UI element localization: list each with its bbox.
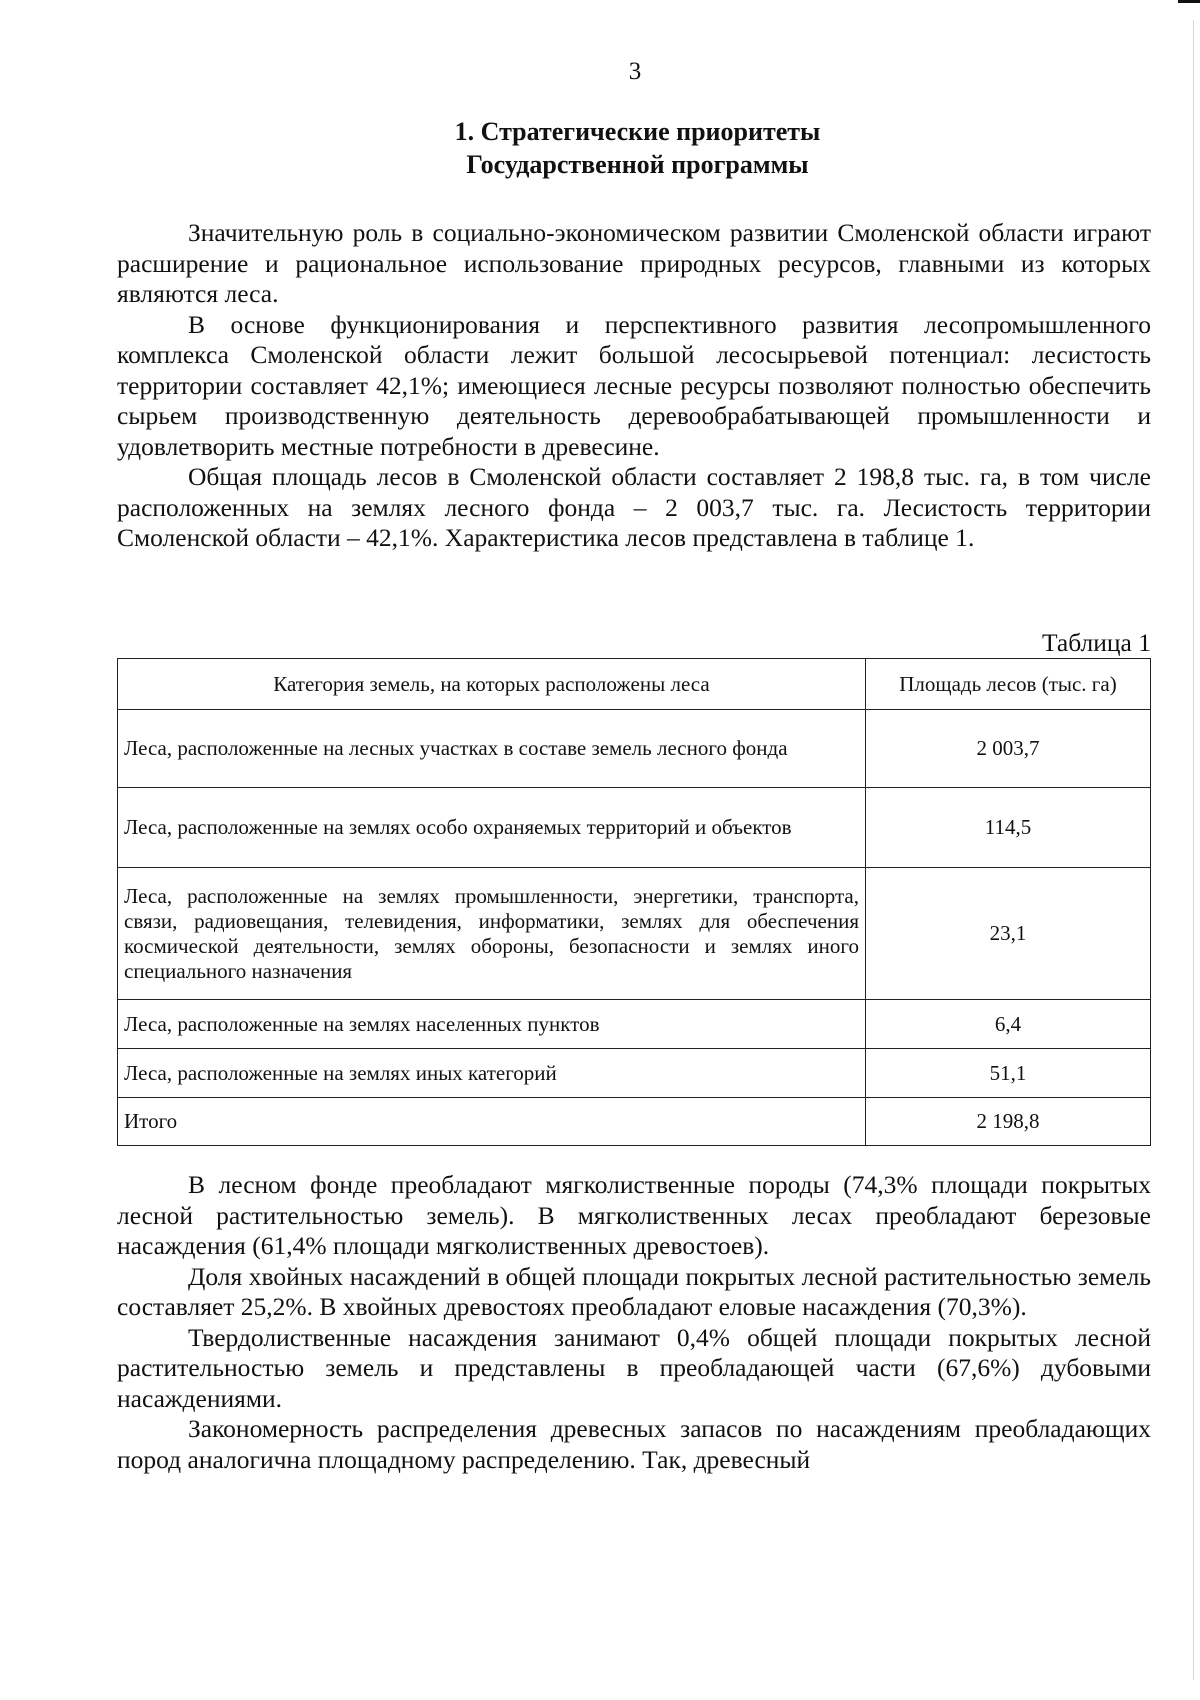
category-cell: Леса, расположенные на землях населенных пунктов — [118, 1000, 866, 1049]
category-cell: Итого — [118, 1098, 866, 1146]
table-row — [118, 868, 1151, 1000]
outro-text — [117, 1170, 1151, 1475]
area-cell: 23,1 — [866, 868, 1151, 1000]
category-cell: Леса, расположенные на лесных участках в составе земель лесного фонда — [118, 710, 866, 788]
intro-text — [117, 218, 1151, 554]
category-cell: Леса, расположенные на землях промышленности, энергетики, транспорта, связи, радиовещания, телевидения, информатики, землях для обеспечения космической деятельности, землях обороны, безопасности и землях иного специального назначения — [118, 868, 866, 1000]
category-cell: Леса, расположенные на землях иных категорий — [118, 1049, 866, 1098]
paragraph: Закономерность распределения древесных запасов по насаждениям преобладающих пород аналогична площадному распределению. Так, древесный — [117, 1414, 1151, 1474]
area-cell: 6,4 — [866, 1000, 1151, 1049]
table-row — [118, 710, 1151, 788]
table-total-row — [118, 1098, 1151, 1146]
section-heading — [0, 115, 1200, 181]
column-header-category: Категория земель, на которых расположены леса — [118, 659, 866, 710]
table-caption: Таблица 1 — [1041, 628, 1151, 657]
area-cell: 114,5 — [866, 788, 1151, 868]
area-cell: 2 003,7 — [866, 710, 1151, 788]
table-row — [118, 1049, 1151, 1098]
page-number: 3 — [628, 58, 642, 85]
section-heading-line-1: 1. Стратегические приоритеты — [454, 117, 821, 146]
area-cell: 2 198,8 — [866, 1098, 1151, 1146]
table-row — [118, 1000, 1151, 1049]
section-heading-line-2: Государственной программы — [466, 150, 809, 179]
table-header-row — [118, 659, 1151, 710]
table-row — [118, 788, 1151, 868]
paragraph: Общая площадь лесов в Смоленской области составляет 2 198,8 тыс. га, в том числе расположенных на землях лесного фонда – 2 003,7 тыс. га. Лесистость территории Смоленской области – 42,1%. Характеристика лесов представлена в таблице 1. — [117, 462, 1151, 552]
paragraph: Твердолиственные насаждения занимают 0,4% общей площади покрытых лесной растительностью земель и представлены в преобладающей части (67,6%) дубовыми насаждениями. — [117, 1322, 1151, 1413]
paragraph: В лесном фонде преобладают мягколиственные породы (74,3% площади покрытых лесной растительностью земель). В мягколиственных лесах преобладают березовые насаждения (61,4% площади мягколиственных древостоев). — [117, 1170, 1151, 1260]
area-cell: 51,1 — [866, 1049, 1151, 1098]
category-cell: Леса, расположенные на землях особо охраняемых территорий и объектов — [118, 788, 866, 868]
forest-area-table — [117, 658, 1151, 1146]
paragraph: В основе функционирования и перспективного развития лесопромышленного комплекса Смоленской области лежит большой лесосырьевой потенциал: лесистость территории составляет 42,1%; имеющиеся лесные ресурсы позволяют полностью обеспечить сырьем производственную деятельность деревообрабатывающей промышленности и удовлетворить местные потребности в древесине. — [117, 309, 1151, 461]
column-header-area: Площадь лесов (тыс. га) — [866, 659, 1151, 710]
scan-corner-mark — [1178, 0, 1200, 3]
paragraph: Доля хвойных насаждений в общей площади покрытых лесной растительностью земель составляет 25,2%. В хвойных древостоях преобладают еловые насаждения (70,3%). — [117, 1261, 1151, 1321]
paragraph: Значительную роль в социально-экономическом развитии Смоленской области играют расширение и рациональное использование природных ресурсов, главными из которых являются леса. — [117, 218, 1151, 308]
scan-edge-line — [1193, 20, 1194, 1680]
